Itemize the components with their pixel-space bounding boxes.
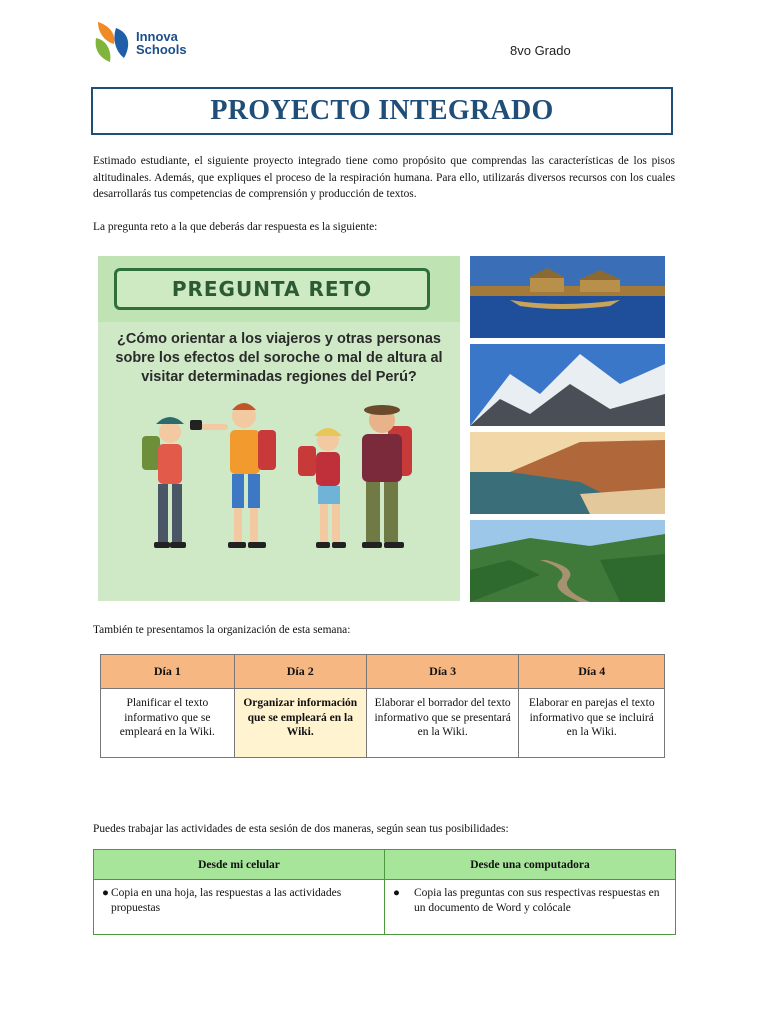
table-cell: Elaborar el borrador del texto informativo que se presentará en la Wiki. xyxy=(366,689,519,758)
bullet-icon: ● xyxy=(102,887,109,899)
traveler-1 xyxy=(142,417,186,548)
traveler-2 xyxy=(190,403,276,548)
photo-lake-titicaca xyxy=(470,256,665,338)
column-header: Día 2 xyxy=(234,655,366,689)
banner-text: PREGUNTA RETO xyxy=(171,277,373,301)
table-row xyxy=(101,689,665,758)
intro-paragraph: Estimado estudiante, el siguiente proyecto integrado tiene como propósito que comprendas las características de los pisos altitudinales. Además, que expliques el proceso de la respiración humana. Para ello, utilizarás diversos recursos con los cuales desarrollarás tus competencias de comprensión y producción de textos. xyxy=(93,155,675,200)
question-intro: La pregunta reto a la que deberás dar respuesta es la siguiente: xyxy=(93,221,378,233)
question-line: visitar determinadas regiones del Perú? xyxy=(141,369,417,385)
column-header: Día 3 xyxy=(366,655,519,689)
table-cell-highlighted: Organizar información que se empleará en la Wiki. xyxy=(234,689,366,758)
question-line: sobre los efectos del soroche o mal de altura al xyxy=(115,350,443,366)
column-header: Día 1 xyxy=(101,655,235,689)
logo-line-2: Schools xyxy=(136,42,187,57)
table-cell: Planificar el texto informativo que se empleará en la Wiki. xyxy=(101,689,235,758)
question-line: ¿Cómo orientar a los viajeros y otras personas xyxy=(117,331,441,347)
pregunta-reto-illustration xyxy=(98,256,460,601)
logo-leaf-icon xyxy=(94,20,134,64)
column-header: Desde mi celular xyxy=(94,850,385,880)
innova-schools-logo xyxy=(94,20,204,66)
work-modes-table xyxy=(93,849,676,935)
column-header: Desde una computadora xyxy=(385,850,676,880)
photo-mountains xyxy=(470,344,665,426)
cell-text: Copia en una hoja, las respuestas a las actividades propuestas xyxy=(110,887,342,914)
cell-text: Copia las preguntas con sus respectivas respuestas en un documento de Word y colócale xyxy=(413,887,660,914)
week-intro: También te presentamos la organización de esta semana: xyxy=(93,624,351,636)
table-row xyxy=(94,880,676,935)
travelers-drawing xyxy=(98,256,460,601)
title-box xyxy=(91,87,673,135)
photo-coast xyxy=(470,432,665,514)
column-header: Día 4 xyxy=(519,655,665,689)
page-title: PROYECTO INTEGRADO xyxy=(210,95,554,126)
traveler-3 xyxy=(298,428,346,548)
traveler-4 xyxy=(362,405,412,548)
table-cell xyxy=(94,880,385,935)
table-header-row xyxy=(94,850,676,880)
modes-intro: Puedes trabajar las actividades de esta sesión de dos maneras, según sean tus posibilidades: xyxy=(93,823,509,835)
photo-jungle xyxy=(470,520,665,602)
grade-label: 8vo Grado xyxy=(510,43,571,58)
week-schedule-table xyxy=(100,654,665,758)
table-header-row xyxy=(101,655,665,689)
table-cell xyxy=(385,880,676,935)
logo-line-1: Innova xyxy=(136,29,178,44)
table-cell: Elaborar en parejas el texto informativo que se incluirá en la Wiki. xyxy=(519,689,665,758)
bullet-icon: ● xyxy=(393,887,400,899)
